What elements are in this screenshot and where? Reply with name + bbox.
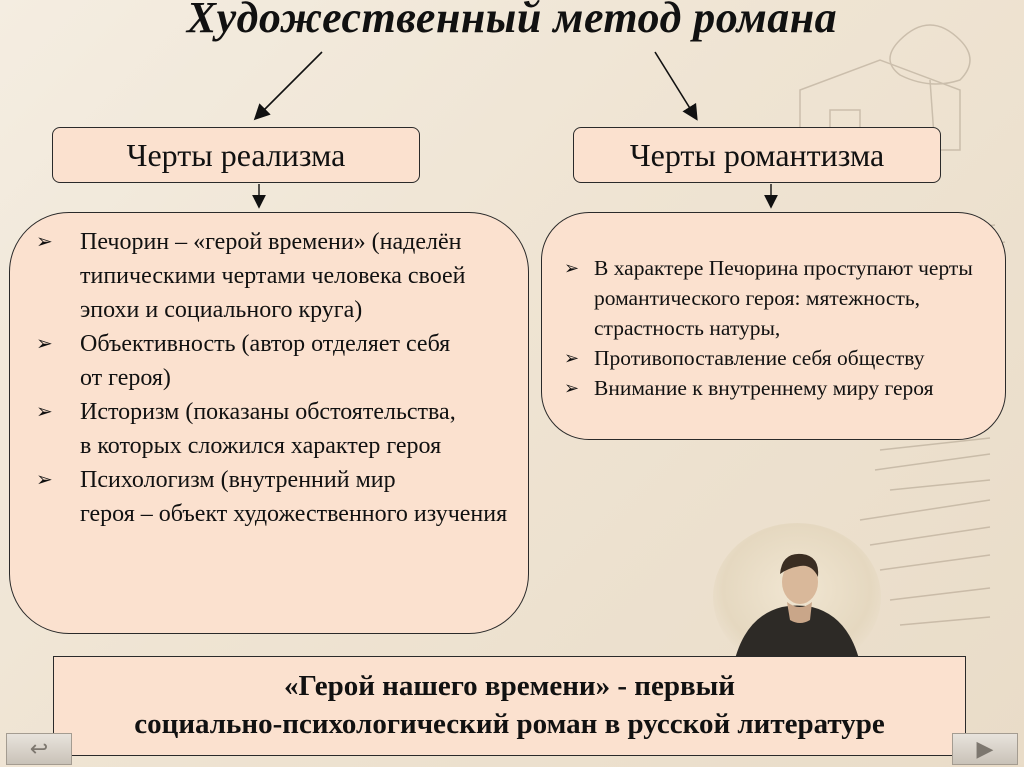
page-title: Художественный метод романа — [186, 0, 838, 42]
next-button[interactable] — [952, 733, 1018, 765]
romanticism-item-2: ➢ Противопоставление себя обществу — [564, 343, 1005, 373]
romanticism-list — [564, 253, 1005, 403]
back-button[interactable] — [6, 733, 72, 765]
realism-item-2: ➢ Объективность (автор отделяет себя от героя) — [32, 327, 528, 395]
realism-heading-box — [52, 127, 420, 183]
chevron-bullet-icon: ➢ — [36, 401, 53, 423]
romanticism-item-3: ➢ Внимание к внутреннему миру героя — [564, 373, 1005, 403]
return-arrow-icon: ↩ — [29, 736, 49, 762]
chevron-bullet-icon: ➢ — [36, 333, 53, 355]
chevron-bullet-icon: ➢ — [36, 231, 53, 253]
realism-item-1: ➢ Печорин – «герой времени» (наделён типическими чертами человека своей эпохи и социального круга) — [32, 225, 528, 327]
chevron-bullet-icon: ➢ — [564, 348, 580, 368]
romanticism-heading: Черты романтизма — [629, 137, 885, 173]
realism-item-3: ➢ Историзм (показаны обстоятельства, в которых сложился характер героя — [32, 395, 528, 463]
realism-item-4: ➢ Психологизм (внутренний мир героя – объект художественного изучения — [32, 463, 528, 531]
romanticism-item-1: ➢ В характере Печорина проступают черты романтического героя: мятежность, страстность натуры, — [564, 253, 1005, 343]
romanticism-heading-box — [573, 127, 941, 183]
chevron-bullet-icon: ➢ — [564, 378, 580, 398]
conclusion-line-2: социально-психологический роман в русской литературе — [134, 708, 885, 740]
realism-list-box — [9, 212, 529, 634]
chevron-bullet-icon: ➢ — [36, 469, 53, 491]
play-forward-icon: ▶ — [976, 736, 994, 762]
conclusion-line-1: «Герой нашего времени» - первый — [283, 670, 736, 702]
chevron-bullet-icon: ➢ — [564, 258, 580, 278]
realism-list — [32, 225, 528, 531]
romanticism-list-box — [541, 212, 1006, 440]
conclusion-box — [53, 656, 966, 756]
realism-heading: Черты реализма — [126, 137, 346, 173]
lermontov-portrait-image — [712, 522, 882, 672]
